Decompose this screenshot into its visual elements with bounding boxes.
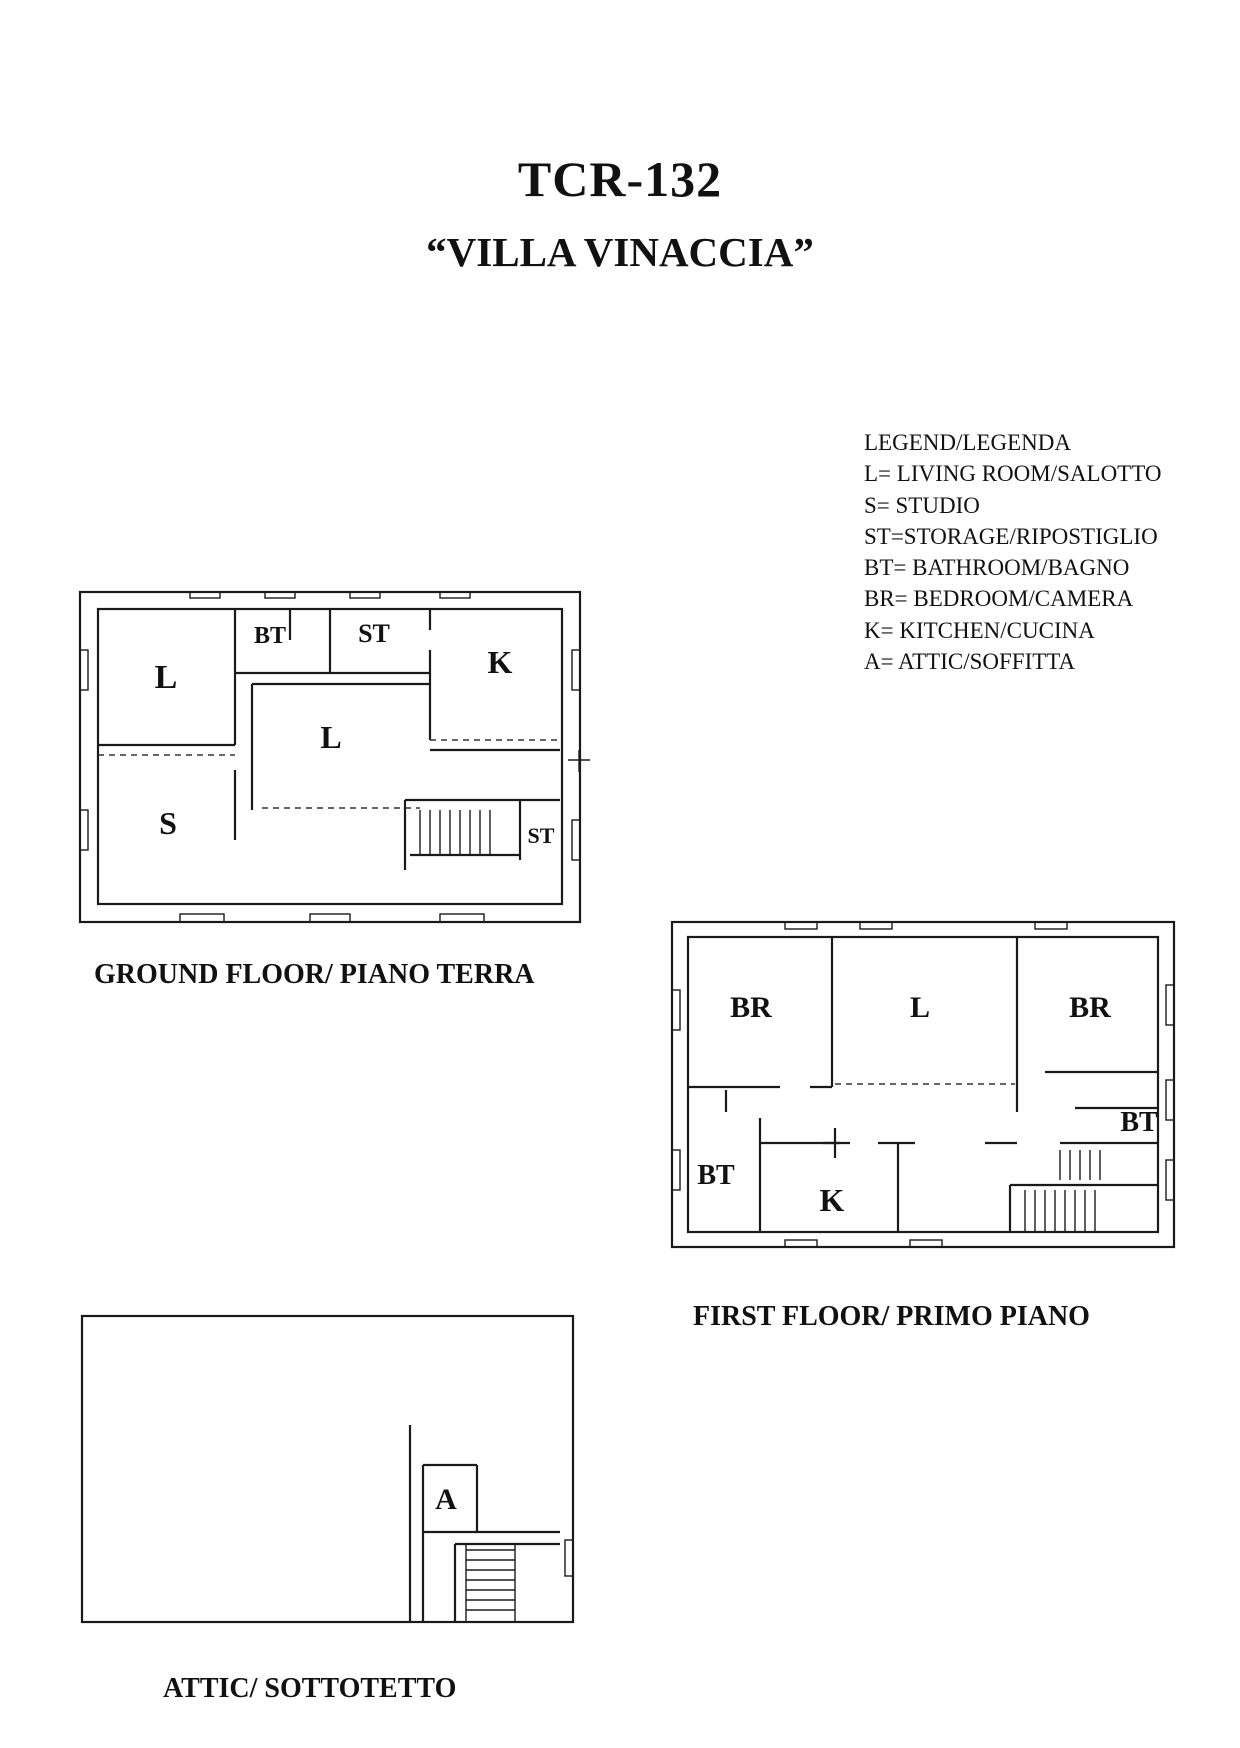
- legend-title: LEGEND/LEGENDA: [864, 430, 1071, 455]
- room-label: BR: [1069, 991, 1111, 1024]
- room-label: ST: [358, 619, 390, 648]
- room-label: S: [159, 805, 177, 841]
- legend-item: A= ATTIC/SOFFITTA: [864, 649, 1076, 675]
- room-label: L: [909, 991, 931, 1024]
- room-label: BT: [697, 1160, 735, 1191]
- legend-item: L= LIVING ROOM/SALOTTO: [864, 461, 1162, 487]
- legend-item: BR= BEDROOM/CAMERA: [864, 586, 1134, 612]
- room-label: K: [819, 1182, 845, 1218]
- legend-item: ST=STORAGE/RIPOSTIGLIO: [864, 523, 1158, 549]
- first-floor-caption: FIRST FLOOR/ PRIMO PIANO: [693, 1301, 1090, 1332]
- room-label: L: [154, 659, 178, 696]
- attic-caption: ATTIC/ SOTTOTETTO: [163, 1673, 457, 1704]
- villa-name: “VILLA VINACCIA”: [426, 229, 814, 275]
- legend-item: S= STUDIO: [864, 492, 980, 518]
- room-label: ST: [527, 823, 555, 848]
- room-label: L: [320, 719, 342, 755]
- room-label: BR: [730, 991, 772, 1024]
- plan-code: TCR-132: [517, 151, 723, 207]
- room-label: K: [487, 644, 513, 680]
- legend-item: K= KITCHEN/CUCINA: [864, 617, 1095, 643]
- ground-floor-caption: GROUND FLOOR/ PIANO TERRA: [94, 959, 535, 990]
- room-label: A: [435, 1483, 457, 1516]
- room-label: BT: [253, 623, 287, 649]
- legend-item: BT= BATHROOM/BAGNO: [864, 555, 1130, 581]
- room-label: BT: [1120, 1107, 1158, 1138]
